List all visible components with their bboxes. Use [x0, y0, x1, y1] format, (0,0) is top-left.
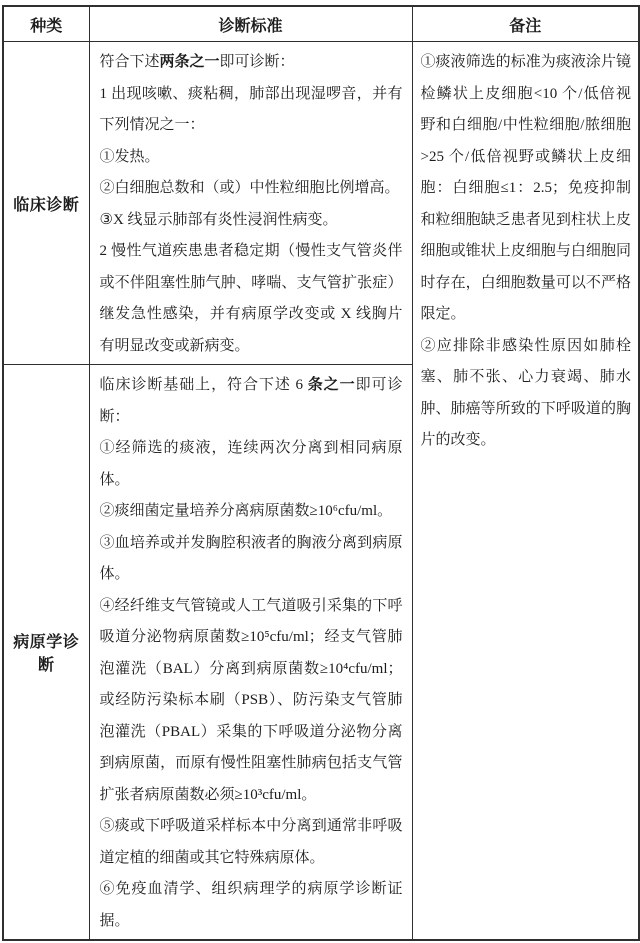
type-cell-clinical: 临床诊断: [3, 42, 89, 365]
header-type: 种类: [3, 6, 89, 42]
intro-pre: 临床诊断基础上，符合下述 6: [99, 377, 308, 393]
etiology-criterion: ⑤痰或下呼吸道采样标本中分离到通常非呼吸道定植的细菌或其它特殊病原体。: [99, 818, 403, 866]
header-criteria: 诊断标准: [89, 6, 412, 42]
etiology-intro: [100, 370, 403, 433]
etiology-criterion: ④经纤维支气管镜或人工气道吸引采集的下呼吸道分泌物病原菌数≥10⁵cfu/ml；经支气管肺泡灌洗（BAL）分离到病原菌数≥10⁴cfu/ml；或经防污染标本刷（PSB）、防污染支气管肺泡灌洗（PBAL）采集的下呼吸道分泌物分离到病原菌，而原有慢性阻塞性肺病包括支气管扩张者病原菌数必须≥10³cfu/ml。: [99, 597, 403, 803]
clinical-criterion: ③X 线显示肺部有炎性浸润性病变。: [99, 211, 338, 228]
clinical-criterion: ①发热。: [99, 148, 160, 165]
intro-post: 即可诊断：: [219, 54, 295, 70]
clinical-criterion: ②白细胞总数和（或）中性粒细胞比例增高。: [99, 180, 400, 196]
intro-bold: 条之一: [307, 377, 356, 393]
note-item: ②应排除非感染性原因如肺栓塞、肺不张、心力衰竭、肺水肿、肺癌等所致的下呼吸道的胸片的改变。: [420, 337, 631, 448]
intro-pre: 符合下述: [99, 54, 160, 70]
diagnosis-criteria-table: [2, 5, 640, 941]
etiology-criterion: ⑥免疫血清学、组织病理学的病原学诊断证据。: [99, 881, 403, 929]
etiology-criterion: ③血培养或并发胸腔积液者的胸液分离到病原体。: [99, 534, 403, 582]
header-notes: 备注: [412, 6, 639, 42]
clinical-criterion: 1 出现咳嗽、痰粘稠，肺部出现湿啰音，并有下列情况之一：: [99, 85, 403, 133]
etiology-criterion: ①经筛选的痰液，连续两次分离到相同病原体。: [99, 440, 403, 488]
intro-post: 即可诊断：: [99, 377, 403, 425]
criteria-cell-clinical: [89, 42, 412, 365]
criteria-cell-etiology: [89, 365, 412, 941]
row-clinical-diagnosis: [3, 42, 639, 365]
etiology-criterion: ②痰细菌定量培养分离病原菌数≥10⁶cfu/ml。: [99, 503, 393, 519]
note-item: ①痰液筛选的标准为痰液涂片镜检鳞状上皮细胞<10 个/低倍视野和白细胞/中性粒细胞/脓细胞>25 个/低倍视野或鳞状上皮细胞：白细胞≤1：2.5；免疫抑制和粒细胞缺乏患者见到柱状上皮细胞或锥状上皮细胞与白细胞同时存在，白细胞数量可以不严格限定。: [420, 54, 631, 322]
header-row: [3, 6, 639, 42]
notes-cell: [412, 42, 639, 941]
clinical-intro: [100, 47, 403, 79]
type-cell-etiology: 病原学诊断: [3, 365, 89, 941]
intro-bold: 两条之一: [159, 54, 220, 70]
clinical-criterion: 2 慢性气道疾患患者稳定期（慢性支气管炎伴或不伴阻塞性肺气肿、哮喘、支气管扩张症）继发急性感染，并有病原学改变或 X 线胸片有明显改变或新病变。: [99, 243, 403, 354]
